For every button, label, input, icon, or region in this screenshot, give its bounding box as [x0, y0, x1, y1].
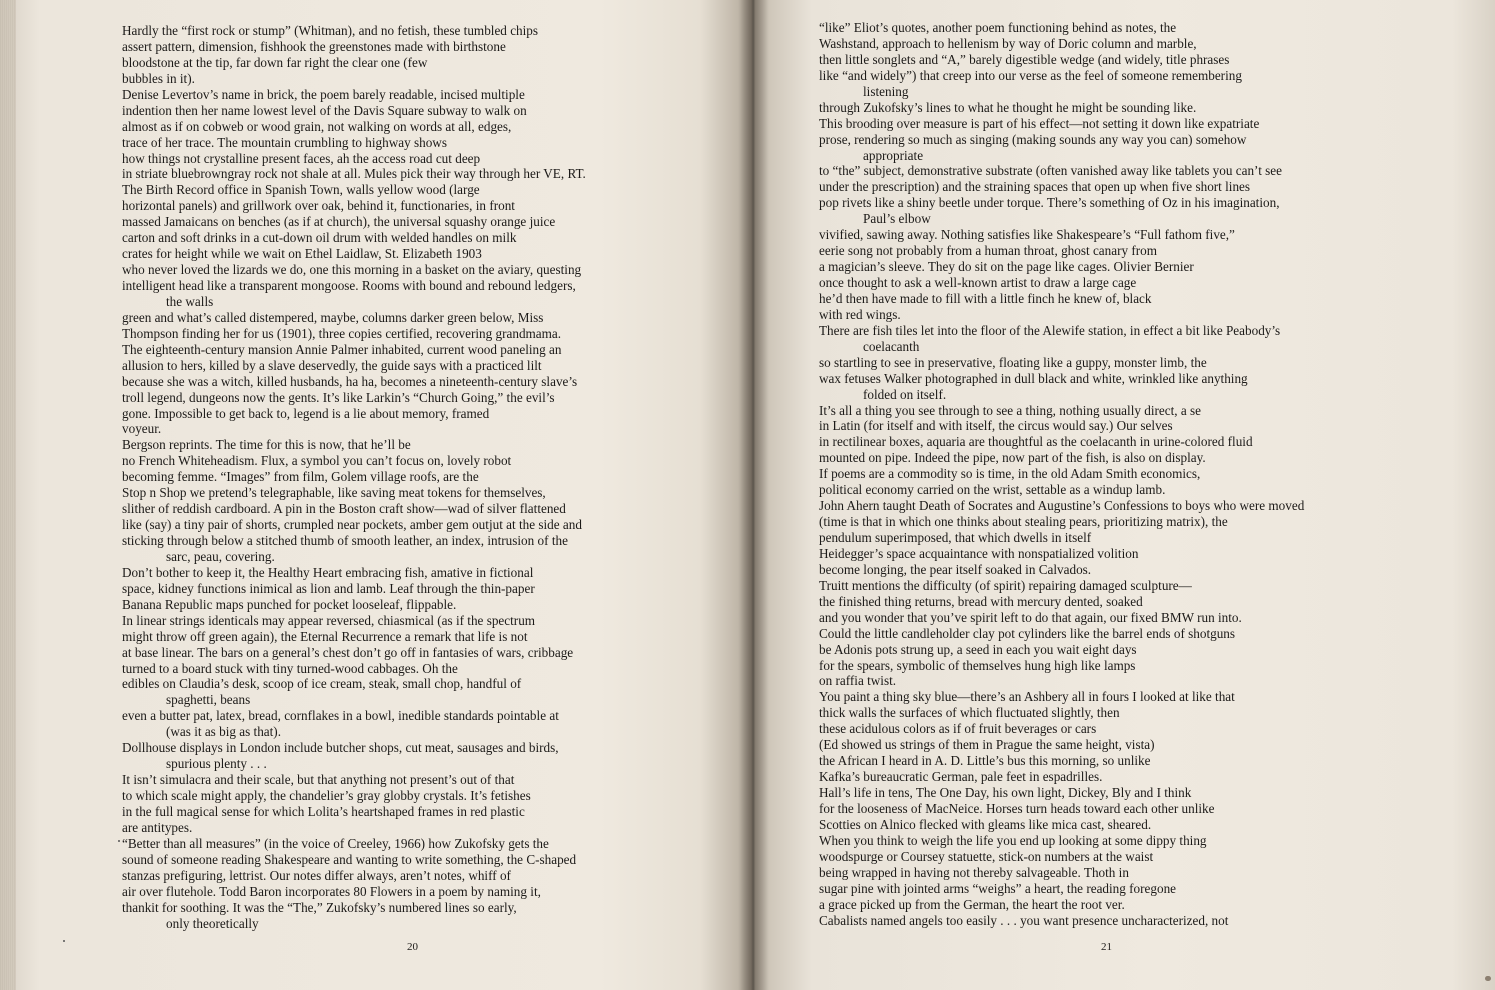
text-line: “Better than all measures” (in the voice of Creeley, 1966) how Zukofsky gets the [122, 835, 549, 851]
text-line: (Ed showed us strings of them in Prague the same height, vista) [819, 737, 1155, 753]
text-line: slither of reddish cardboard. A pin in the Boston craft show—wad of silver flattened [122, 501, 566, 517]
text-line: carton and soft drinks in a cut-down oil drum with welded handles on milk [122, 230, 517, 246]
text-line: You paint a thing sky blue—there’s an Ashbery all in fours I looked at like that [819, 689, 1235, 705]
text-line: at base linear. The bars on a general’s chest don’t go off in fantasies of wars, cribbage [122, 644, 574, 660]
text-line: wax fetuses Walker photographed in dull black and white, wrinkled like anything [819, 370, 1248, 386]
right-page-text [819, 20, 1304, 928]
text-line: It isn’t simulacra and their scale, but that anything not present’s out of that [122, 772, 515, 788]
text-line: Stop n Shop we pretend’s telegraphable, like saving meat tokens for themselves, [122, 485, 546, 501]
text-line: for the looseness of MacNeice. Horses turn heads toward each other unlike [819, 800, 1215, 816]
text-line: pendulum superimposed, that which dwells in itself [819, 530, 1092, 545]
text-line: sound of someone reading Shakespeare and wanting to write something, the C-shaped [122, 851, 577, 867]
text-line: vivified, sawing away. Nothing satisfies like Shakespeare’s “Full fathom five,” [819, 227, 1235, 243]
text-line: allusion to hers, killed by a slave deservedly, the guide says with a practiced lilt [122, 357, 542, 373]
text-line: folded on itself. [863, 386, 947, 402]
text-line: trace of her trace. The mountain crumbling to highway shows [122, 134, 447, 150]
page-edge [0, 0, 16, 990]
text-line: sugar pine with jointed arms “weighs” a heart, the reading foregone [819, 880, 1177, 896]
text-line: under the prescription) and the straining spaces that open up when five short lines [819, 179, 1251, 195]
text-line: massed Jamaicans on benches (as if at church), the universal squashy orange juice [122, 214, 556, 230]
text-line: the African I heard in A. D. Little’s bus this morning, so unlike [819, 753, 1151, 769]
text-line: Don’t bother to keep it, the Healthy Heart embracing fish, amative in fictional [122, 564, 534, 580]
book-gutter [738, 0, 768, 990]
text-line: crates for height while we wait on Ethel Laidlaw, St. Elizabeth 1903 [122, 246, 482, 262]
text-line: air over flutehole. Todd Baron incorporates 80 Flowers in a poem by naming it, [122, 883, 541, 899]
text-line: through Zukofsky’s lines to what he thought he might be sounding like. [819, 99, 1197, 115]
text-line: spaghetti, beans [166, 692, 251, 708]
text-line: like “and widely”) that creep into our verse as the feel of someone remembering [819, 67, 1242, 83]
text-line: It’s all a thing you see through to see a thing, nothing usually direct, a se [819, 402, 1201, 418]
text-line: (was it as big as that). [166, 724, 281, 740]
text-line: in the full magical sense for which Lolita’s heartshaped frames in red plastic [122, 803, 525, 819]
text-line: spurious plenty . . . [166, 756, 267, 772]
text-line: no French Whiteheadism. Flux, a symbol you can’t focus on, lovely robot [122, 453, 512, 469]
text-line: Hardly the “first rock or stump” (Whitman), and no fetish, these tumbled chips [122, 23, 539, 38]
text-line: voyeur. [122, 421, 162, 437]
text-line: are antitypes. [122, 819, 193, 835]
text-line: be Adonis pots strung up, a seed in each you wait eight days [819, 641, 1137, 657]
text-line: There are fish tiles let into the floor of the Alewife station, in effect a bit like Peabody’s [819, 322, 1281, 338]
text-line: almost as if on cobweb or wood grain, not walking on words at all, edges, [122, 118, 512, 134]
text-line: In linear strings identicals may appear reversed, chiasmical (as if the spectrum [122, 612, 536, 628]
ink-speck [118, 840, 120, 842]
text-line: because she was a witch, killed husbands, ha ha, becomes a nineteenth-century slave’s [122, 373, 578, 389]
text-line: might throw off green again), the Eternal Recurrence a remark that life is not [122, 628, 528, 644]
text-line: thick walls the surfaces of which fluctuated slightly, then [819, 705, 1120, 721]
text-line: Kafka’s bureaucratic German, pale feet in espadrilles. [819, 769, 1103, 785]
text-line: Hall’s life in tens, The One Day, his own light, Dickey, Bly and I think [819, 785, 1192, 800]
text-line: prose, rendering so much as singing (making sounds any way you can) somehow [819, 131, 1247, 147]
text-line: only theoretically [166, 915, 259, 931]
text-line: turned to a board stuck with tiny turned-wood cabbages. Oh the [122, 660, 458, 676]
text-line: The eighteenth-century mansion Annie Palmer inhabited, current wood paneling an [122, 341, 562, 357]
text-line: to “the” subject, demonstrative substrate (often vanished away like tablets you can’t see [819, 163, 1282, 179]
text-line: intelligent head like a transparent mongoose. Rooms with bound and rebound ledgers, [122, 278, 576, 293]
text-line: Scotties on Alnico flecked with gleams like mica cast, sheared. [819, 816, 1152, 832]
text-line: John Ahern taught Death of Socrates and Augustine’s Confessions to boys who were moved [819, 498, 1305, 514]
text-line: This brooding over measure is part of his effect—not setting it down like expatriate [819, 115, 1260, 131]
text-line: Paul’s elbow [863, 211, 931, 227]
text-line: Banana Republic maps punched for pocket looseleaf, flippable. [122, 596, 457, 612]
text-line: Truitt mentions the difficulty (of spirit) repairing damaged sculpture— [819, 577, 1192, 593]
text-line: even a butter pat, latex, bread, cornflakes in a bowl, inedible standards pointable at [122, 708, 559, 724]
text-line: Thompson finding her for us (1901), three copies certified, recovering grandmama. [122, 325, 562, 341]
text-line: become longing, the pear itself soaked in Calvados. [819, 561, 1092, 577]
text-line: how things not crystalline present faces, ah the access road cut deep [122, 150, 481, 166]
text-line: the walls [166, 293, 214, 309]
text-line: becoming femme. “Images” from film, Golem village roofs, are the [122, 469, 479, 485]
text-line: space, kidney functions inimical as lion and lamb. Leaf through the thin-paper [122, 580, 535, 596]
text-line: Could the little candleholder clay pot cylinders like the barrel ends of shotguns [819, 625, 1236, 641]
text-line: bloodstone at the tip, far down far right the clear one (few [122, 54, 428, 70]
text-line: political economy carried on the wrist, settable as a windup lamb. [819, 482, 1166, 498]
text-line: If poems are a commodity so is time, in the old Adam Smith economics, [819, 466, 1201, 482]
text-line: eerie song not probably from a human throat, ghost canary from [819, 243, 1158, 259]
text-line: gone. Impossible to get back to, legend is a lie about memory, framed [122, 405, 490, 421]
text-line: with red wings. [819, 306, 901, 322]
text-line: Washstand, approach to hellenism by way of Doric column and marble, [819, 35, 1197, 51]
right-page [752, 0, 1495, 990]
page-number-left: 20 [407, 941, 418, 953]
text-line: horizontal panels) and grillwork over oak, behind it, functionaries, in front [122, 198, 515, 214]
text-line: “like” Eliot’s quotes, another poem functioning behind as notes, the [819, 20, 1177, 35]
text-line: indention then her name lowest level of the Davis Square subway to walk on [122, 102, 527, 118]
text-line: so startling to see in preservative, floating like a guppy, monster limb, the [819, 354, 1207, 370]
text-line: a grace picked up from the German, the heart the root ver. [819, 896, 1125, 912]
text-line: Bergson reprints. The time for this is now, that he’ll be [122, 437, 411, 453]
text-line: in rectilinear boxes, aquaria are thoughtful as the coelacanth in urine-colored fluid [819, 434, 1253, 450]
text-line: coelacanth [863, 338, 920, 354]
text-line: the finished thing returns, bread with mercury dented, soaked [819, 593, 1143, 609]
text-line: edibles on Claudia’s desk, scoop of ice cream, steak, small chop, handful of [122, 676, 522, 692]
text-line: Cabalists named angels too easily . . . you want presence uncharacterized, not [819, 912, 1229, 928]
text-line: in Latin (for itself and with itself, the circus would say.) Our selves [819, 418, 1173, 434]
text-line: sticking through below a stitched thumb of smooth leather, an index, intrusion of the [122, 533, 568, 548]
text-line: assert pattern, dimension, fishhook the greenstones made with birthstone [122, 38, 506, 54]
left-page-text [122, 23, 586, 931]
text-line: for the spears, symbolic of themselves hung high like lamps [819, 657, 1136, 673]
page-number-right: 21 [1101, 941, 1112, 953]
text-line: these acidulous colors as if of fruit beverages or cars [819, 721, 1097, 737]
text-line: mounted on pipe. Indeed the pipe, now part of the fish, is also on display. [819, 450, 1206, 466]
text-line: being wrapped in having not thereby salvageable. Thoth in [819, 864, 1129, 880]
text-line: (time is that in which one thinks about stealing pears, prioritizing matrix), the [819, 514, 1228, 530]
text-line: sarc, peau, covering. [166, 548, 275, 564]
text-line: Heidegger’s space acquaintance with nonspatialized volition [819, 545, 1139, 561]
text-line: Denise Levertov’s name in brick, the poem barely readable, incised multiple [122, 86, 525, 102]
text-line: Dollhouse displays in London include butcher shops, cut meat, sausages and birds, [122, 740, 559, 756]
text-line: stanzas prefiguring, lettrist. Our notes differ always, aren’t notes, whiff of [122, 867, 511, 883]
text-line: listening [863, 83, 909, 99]
text-line: a magician’s sleeve. They do sit on the page like cages. Olivier Bernier [819, 259, 1194, 275]
text-line: he’d then have made to fill with a little finch he knew of, black [819, 290, 1152, 306]
text-line: on raffia twist. [819, 673, 897, 689]
text-line: woodspurge or Coursey statuette, stick-on numbers at the waist [819, 848, 1154, 864]
text-line: then little songlets and “A,” barely digestible wedge (and widely, title phrases [819, 51, 1230, 67]
text-line: thankit for soothing. It was the “The,” Zukofsky’s numbered lines so early, [122, 899, 517, 915]
text-line: bubbles in it). [122, 70, 195, 86]
text-line: green and what’s called distempered, maybe, columns darker green below, Miss [122, 309, 544, 325]
text-line: The Birth Record office in Spanish Town, walls yellow wood (large [122, 182, 480, 198]
text-line: once thought to ask a well-known artist to draw a large cage [819, 275, 1137, 290]
ink-speck [63, 940, 65, 942]
text-line: troll legend, dungeons now the gents. It’s like Larkin’s “Church Going,” the evil’s [122, 389, 555, 405]
text-line: to which scale might apply, the chandelier’s gray globby crystals. It’s fetishes [122, 788, 531, 803]
text-line: appropriate [863, 147, 924, 163]
corner-mark [1485, 976, 1491, 981]
text-line: pop rivets like a shiny beetle under torque. There’s something of Oz in his imagination, [819, 195, 1280, 211]
text-line: in striate bluebrowngray rock not shale at all. Mules pick their way through her VE, RT. [122, 166, 586, 182]
text-line: who never loved the lizards we do, one this morning in a basket on the aviary, questing [122, 262, 582, 278]
text-line: like (say) a tiny pair of shorts, crumpled near pockets, amber gem outjut at the side and [122, 517, 582, 533]
text-line: When you think to weigh the life you end up looking at some dippy thing [819, 832, 1207, 848]
text-line: and you wonder that you’ve spirit left to do that again, our fixed BMW run into. [819, 609, 1242, 625]
